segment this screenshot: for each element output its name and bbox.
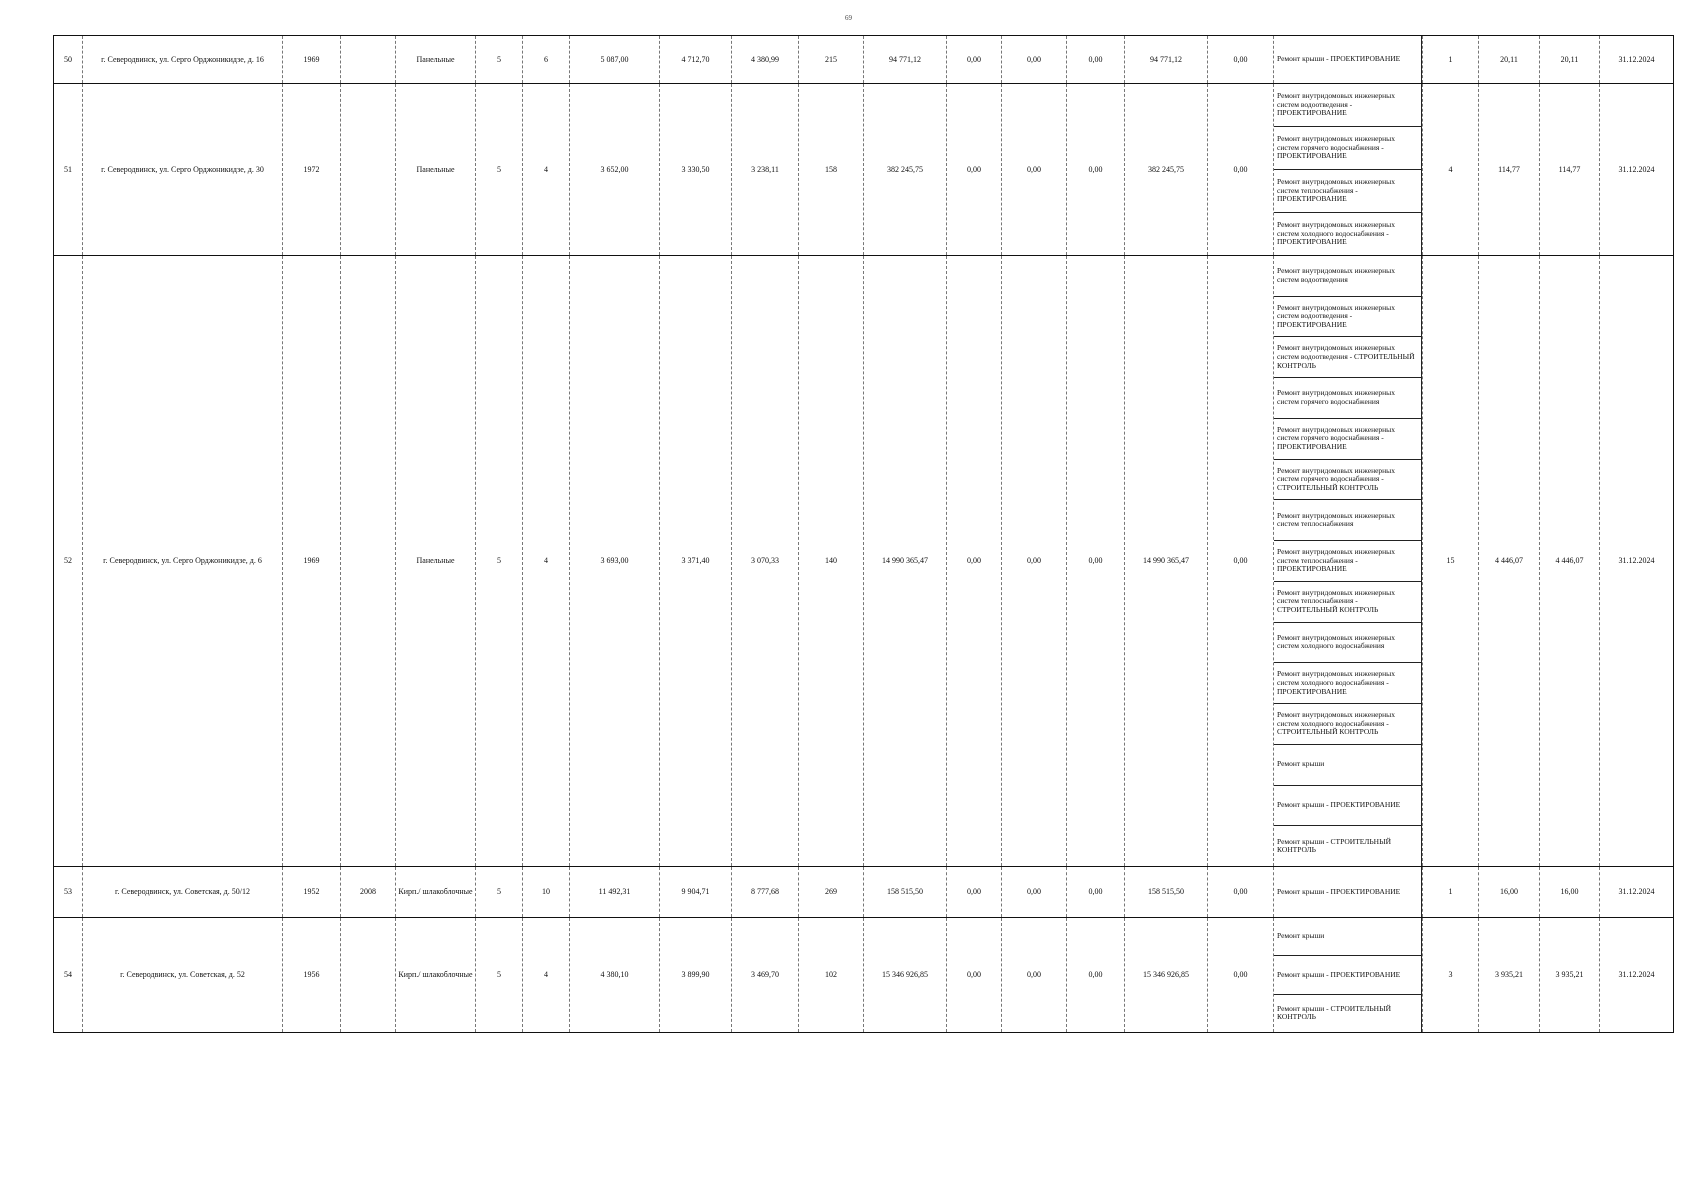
living-area-cell: 3 899,90 (660, 918, 732, 1033)
work-item: Ремонт внутридомовых инженерных систем теплоснабжения - СТРОИТЕЛЬНЫЙ КОНТРОЛЬ (1274, 582, 1422, 623)
deadline-cell: 31.12.2024 (1600, 918, 1674, 1033)
residents-cell: 140 (799, 256, 864, 867)
owned-area-cell: 8 777,68 (732, 867, 799, 918)
year-built-cell: 1956 (283, 918, 341, 1033)
funding-5-cell: 0,00 (1208, 36, 1274, 84)
work-item: Ремонт внутридомовых инженерных систем теплоснабжения (1274, 500, 1422, 541)
row-number: 52 (54, 256, 83, 867)
work-item: Ремонт внутридомовых инженерных систем водоотведения - ПРОЕКТИРОВАНИЕ (1274, 297, 1422, 338)
work-item: Ремонт внутридомовых инженерных систем горячего водоснабжения - СТРОИТЕЛЬНЫЙ КОНТРОЛЬ (1274, 460, 1422, 501)
residents-cell: 269 (799, 867, 864, 918)
work-item: Ремонт внутридомовых инженерных систем водоотведения - ПРОЕКТИРОВАНИЕ (1274, 84, 1422, 127)
funding-1-cell: 0,00 (947, 256, 1002, 867)
wall-material-cell: Кирп./ шлакоблочные (396, 918, 476, 1033)
address-cell: г. Северодвинск, ул. Серго Орджоникидзе, д. 30 (83, 84, 283, 256)
entrances-cell: 10 (523, 867, 570, 918)
total-cost-cell: 94 771,12 (864, 36, 947, 84)
owned-area-cell: 3 238,11 (732, 84, 799, 256)
living-area-cell: 3 371,40 (660, 256, 732, 867)
entrances-cell: 4 (523, 84, 570, 256)
work-item: Ремонт внутридомовых инженерных систем горячего водоснабжения - ПРОЕКТИРОВАНИЕ (1274, 127, 1422, 170)
table-row (54, 256, 1674, 867)
row-number: 50 (54, 36, 83, 84)
funding-3-cell: 0,00 (1067, 84, 1125, 256)
wall-material-cell: Панельные (396, 256, 476, 867)
work-item: Ремонт крыши - СТРОИТЕЛЬНЫЙ КОНТРОЛЬ (1274, 826, 1422, 866)
funding-1-cell: 0,00 (947, 36, 1002, 84)
funding-4-cell: 94 771,12 (1125, 36, 1208, 84)
deadline-cell: 31.12.2024 (1600, 84, 1674, 256)
floors-cell: 5 (476, 84, 523, 256)
year-built-cell: 1969 (283, 36, 341, 84)
works-count-cell: 4 (1423, 84, 1479, 256)
floors-cell: 5 (476, 256, 523, 867)
work-item: Ремонт внутридомовых инженерных систем холодного водоснабжения - ПРОЕКТИРОВАНИЕ (1274, 663, 1422, 704)
works-cell (1274, 867, 1423, 918)
works-count-cell: 1 (1423, 36, 1479, 84)
total-area-cell: 11 492,31 (570, 867, 660, 918)
cost-per-m2-cell: 4 446,07 (1479, 256, 1540, 867)
year-renovated-cell (341, 918, 396, 1033)
total-area-cell: 3 693,00 (570, 256, 660, 867)
cost-per-m2-max-cell: 20,11 (1540, 36, 1600, 84)
living-area-cell: 3 330,50 (660, 84, 732, 256)
residents-cell: 102 (799, 918, 864, 1033)
entrances-cell: 4 (523, 256, 570, 867)
work-item: Ремонт внутридомовых инженерных систем водоотведения (1274, 256, 1422, 297)
works-count-cell: 15 (1423, 256, 1479, 867)
floors-cell: 5 (476, 918, 523, 1033)
work-item: Ремонт крыши - ПРОЕКТИРОВАНИЕ (1274, 956, 1422, 994)
total-cost-cell: 14 990 365,47 (864, 256, 947, 867)
page-number: 69 (845, 14, 852, 22)
residents-cell: 158 (799, 84, 864, 256)
funding-5-cell: 0,00 (1208, 256, 1274, 867)
wall-material-cell: Панельные (396, 84, 476, 256)
wall-material-cell: Кирп./ шлакоблочные (396, 867, 476, 918)
works-cell (1274, 918, 1423, 1033)
floors-cell: 5 (476, 867, 523, 918)
works-cell (1274, 84, 1423, 256)
owned-area-cell: 4 380,99 (732, 36, 799, 84)
owned-area-cell: 3 070,33 (732, 256, 799, 867)
works-cell (1274, 256, 1423, 867)
works-count-cell: 3 (1423, 918, 1479, 1033)
entrances-cell: 4 (523, 918, 570, 1033)
table-row (54, 918, 1674, 1033)
work-item: Ремонт крыши - СТРОИТЕЛЬНЫЙ КОНТРОЛЬ (1274, 995, 1422, 1032)
cost-per-m2-max-cell: 4 446,07 (1540, 256, 1600, 867)
year-renovated-cell (341, 84, 396, 256)
work-item: Ремонт внутридомовых инженерных систем горячего водоснабжения (1274, 378, 1422, 419)
capital-repair-register-table (53, 35, 1674, 1033)
funding-3-cell: 0,00 (1067, 36, 1125, 84)
cost-per-m2-cell: 16,00 (1479, 867, 1540, 918)
funding-2-cell: 0,00 (1002, 256, 1067, 867)
row-number: 51 (54, 84, 83, 256)
work-item: Ремонт внутридомовых инженерных систем водоотведения - СТРОИТЕЛЬНЫЙ КОНТРОЛЬ (1274, 337, 1422, 378)
address-cell: г. Северодвинск, ул. Советская, д. 52 (83, 918, 283, 1033)
work-item: Ремонт внутридомовых инженерных систем теплоснабжения - ПРОЕКТИРОВАНИЕ (1274, 170, 1422, 213)
funding-2-cell: 0,00 (1002, 867, 1067, 918)
funding-1-cell: 0,00 (947, 867, 1002, 918)
floors-cell: 5 (476, 36, 523, 84)
entrances-cell: 6 (523, 36, 570, 84)
cost-per-m2-max-cell: 114,77 (1540, 84, 1600, 256)
funding-5-cell: 0,00 (1208, 867, 1274, 918)
funding-2-cell: 0,00 (1002, 36, 1067, 84)
funding-4-cell: 14 990 365,47 (1125, 256, 1208, 867)
works-count-cell: 1 (1423, 867, 1479, 918)
funding-4-cell: 158 515,50 (1125, 867, 1208, 918)
table-row (54, 36, 1674, 84)
address-cell: г. Северодвинск, ул. Советская, д. 50/12 (83, 867, 283, 918)
work-item: Ремонт внутридомовых инженерных систем горячего водоснабжения - ПРОЕКТИРОВАНИЕ (1274, 419, 1422, 460)
funding-4-cell: 382 245,75 (1125, 84, 1208, 256)
total-cost-cell: 382 245,75 (864, 84, 947, 256)
deadline-cell: 31.12.2024 (1600, 256, 1674, 867)
living-area-cell: 4 712,70 (660, 36, 732, 84)
funding-2-cell: 0,00 (1002, 84, 1067, 256)
work-item: Ремонт внутридомовых инженерных систем холодного водоснабжения - ПРОЕКТИРОВАНИЕ (1274, 213, 1422, 255)
funding-1-cell: 0,00 (947, 84, 1002, 256)
funding-3-cell: 0,00 (1067, 918, 1125, 1033)
living-area-cell: 9 904,71 (660, 867, 732, 918)
work-item: Ремонт крыши - ПРОЕКТИРОВАНИЕ (1274, 786, 1422, 827)
funding-2-cell: 0,00 (1002, 918, 1067, 1033)
cost-per-m2-cell: 20,11 (1479, 36, 1540, 84)
year-renovated-cell: 2008 (341, 867, 396, 918)
work-item: Ремонт внутридомовых инженерных систем теплоснабжения - ПРОЕКТИРОВАНИЕ (1274, 541, 1422, 582)
funding-3-cell: 0,00 (1067, 867, 1125, 918)
work-item: Ремонт внутридомовых инженерных систем холодного водоснабжения (1274, 623, 1422, 664)
year-built-cell: 1952 (283, 867, 341, 918)
year-renovated-cell (341, 36, 396, 84)
deadline-cell: 31.12.2024 (1600, 867, 1674, 918)
total-area-cell: 3 652,00 (570, 84, 660, 256)
address-cell: г. Северодвинск, ул. Серго Орджоникидзе, д. 6 (83, 256, 283, 867)
cost-per-m2-max-cell: 3 935,21 (1540, 918, 1600, 1033)
cost-per-m2-max-cell: 16,00 (1540, 867, 1600, 918)
table-row (54, 867, 1674, 918)
row-number: 53 (54, 867, 83, 918)
total-area-cell: 4 380,10 (570, 918, 660, 1033)
total-area-cell: 5 087,00 (570, 36, 660, 84)
year-built-cell: 1972 (283, 84, 341, 256)
residents-cell: 215 (799, 36, 864, 84)
row-number: 54 (54, 918, 83, 1033)
funding-5-cell: 0,00 (1208, 918, 1274, 1033)
address-cell: г. Северодвинск, ул. Серго Орджоникидзе, д. 16 (83, 36, 283, 84)
funding-3-cell: 0,00 (1067, 256, 1125, 867)
year-renovated-cell (341, 256, 396, 867)
owned-area-cell: 3 469,70 (732, 918, 799, 1033)
work-item: Ремонт крыши - ПРОЕКТИРОВАНИЕ (1274, 36, 1422, 83)
work-item: Ремонт крыши (1274, 918, 1422, 956)
work-item: Ремонт крыши - ПРОЕКТИРОВАНИЕ (1274, 867, 1422, 917)
cost-per-m2-cell: 114,77 (1479, 84, 1540, 256)
wall-material-cell: Панельные (396, 36, 476, 84)
work-item: Ремонт крыши (1274, 745, 1422, 786)
total-cost-cell: 15 346 926,85 (864, 918, 947, 1033)
funding-1-cell: 0,00 (947, 918, 1002, 1033)
funding-5-cell: 0,00 (1208, 84, 1274, 256)
works-cell (1274, 36, 1423, 84)
cost-per-m2-cell: 3 935,21 (1479, 918, 1540, 1033)
year-built-cell: 1969 (283, 256, 341, 867)
deadline-cell: 31.12.2024 (1600, 36, 1674, 84)
total-cost-cell: 158 515,50 (864, 867, 947, 918)
table-row (54, 84, 1674, 256)
work-item: Ремонт внутридомовых инженерных систем холодного водоснабжения - СТРОИТЕЛЬНЫЙ КОНТРОЛЬ (1274, 704, 1422, 745)
funding-4-cell: 15 346 926,85 (1125, 918, 1208, 1033)
